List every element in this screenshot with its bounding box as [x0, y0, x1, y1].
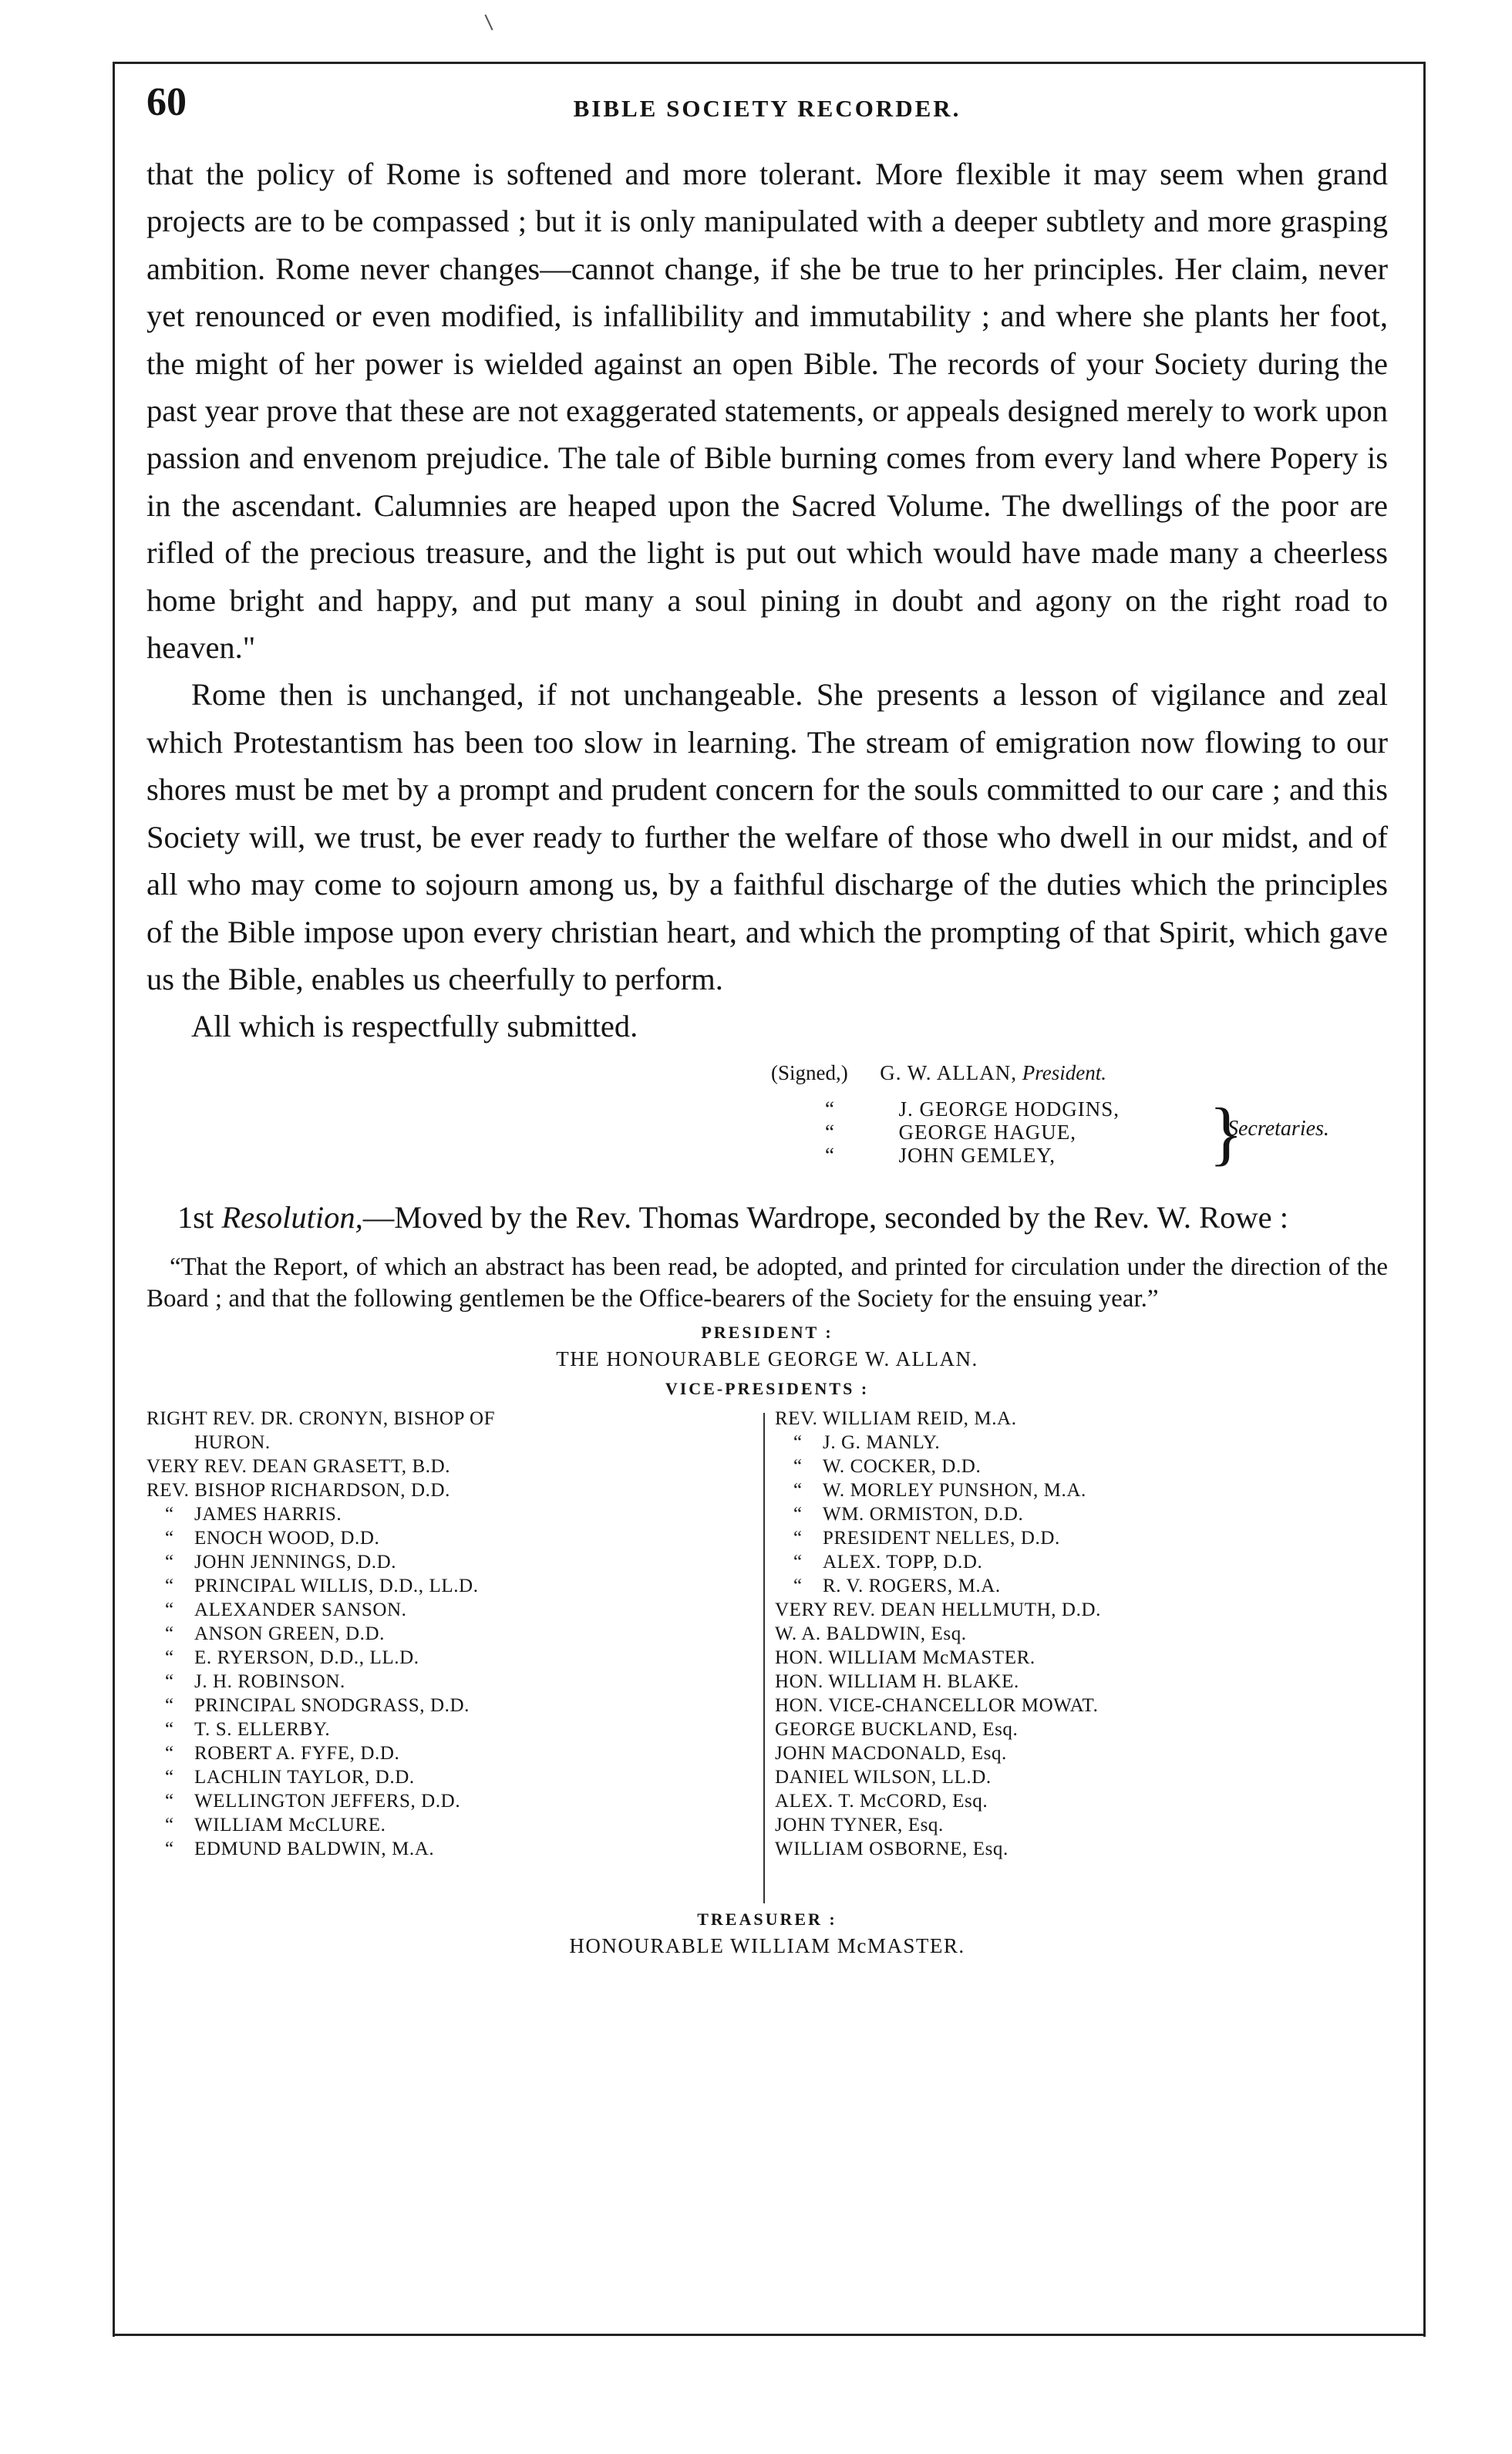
ditto-mark: “ — [165, 1576, 174, 1597]
vice-president-entry — [146, 1431, 756, 1455]
vice-president-name: EDMUND BALDWIN, M.A. — [194, 1839, 435, 1860]
paragraph-1: that the policy of Rome is softened and more tolerant. More flexible it may seem when grand projects are to be compassed ; but it is only manipulated with a deeper subtlety and more grasping ambition. Rome never changes—cannot change, if she be true to her principles. Her claim, never yet renounced or even modified, is infallibility and immutability ; and where she plants her foot, the might of her power is wielded against an open Bible. The records of your Society during the past year prove that these are not exaggerated statements, or appeals designed merely to work upon passion and envenom prejudice. The tale of Bible burning comes from every land where Popery is in the ascendant. Calumnies are heaped upon the Sacred Volume. The dwellings of the poor are rifled of the precious treasure, and the light is put out which would have made many a cheerless home bright and happy, and put many a soul pining in doubt and agony on the right road to heaven." — [146, 157, 1388, 666]
vice-president-entry — [775, 1550, 1376, 1574]
vice-president-name: VERY REV. DEAN HELLMUTH, D.D. — [775, 1599, 1101, 1621]
vice-president-entry — [146, 1741, 756, 1765]
vice-presidents-list — [146, 1407, 1388, 1908]
ditto-mark: “ — [793, 1576, 803, 1597]
vice-president-name: ALEXANDER SANSON. — [194, 1599, 407, 1621]
vice-president-entry — [146, 1407, 756, 1431]
vice-president-name: WELLINGTON JEFFERS, D.D. — [194, 1791, 461, 1812]
vice-president-entry — [775, 1407, 1376, 1431]
ditto-mark: “ — [165, 1528, 174, 1549]
vice-president-entry — [775, 1813, 1376, 1837]
ditto-mark: “ — [165, 1647, 174, 1669]
vice-president-entry — [775, 1670, 1376, 1694]
vice-president-name: WILLIAM McCLURE. — [194, 1815, 386, 1836]
vice-president-name: PRESIDENT NELLES, D.D. — [823, 1528, 1060, 1549]
vice-president-name: W. A. BALDWIN, Esq. — [775, 1623, 967, 1645]
resolution-italic: Resolution, — [221, 1199, 363, 1235]
vice-president-entry — [775, 1694, 1376, 1717]
president-signature: G. W. ALLAN, — [880, 1060, 1017, 1084]
vice-president-name: RIGHT REV. DR. CRONYN, BISHOP OF — [146, 1408, 496, 1430]
ditto-mark: “ — [793, 1528, 803, 1549]
vice-president-entry — [146, 1478, 756, 1502]
vice-president-name: R. V. ROGERS, M.A. — [823, 1576, 1001, 1597]
page-number: 60 — [146, 80, 187, 124]
vice-president-entry — [146, 1694, 756, 1717]
vice-president-entry — [775, 1455, 1376, 1478]
vice-president-entry — [146, 1526, 756, 1550]
signature-block — [146, 1055, 1388, 1194]
vice-president-name: J. H. ROBINSON. — [194, 1671, 345, 1693]
ditto-mark: “ — [825, 1143, 834, 1167]
vice-president-name: PRINCIPAL WILLIS, D.D., LL.D. — [194, 1576, 479, 1597]
secretaries-title: Secretaries. — [1227, 1116, 1329, 1141]
vice-president-entry — [775, 1574, 1376, 1598]
treasurer-name: HONOURABLE WILLIAM McMASTER. — [569, 1934, 965, 1958]
vice-president-entry — [146, 1502, 756, 1526]
resolution-quote: “That the Report, of which an abstract has been read, be adopted, and printed for circulation under the direction of the Board ; and that the following gentlemen be the Office-bearers of the Society for the ensuing year.” — [146, 1253, 1388, 1313]
vice-president-name: T. S. ELLERBY. — [194, 1719, 331, 1741]
vice-presidents-left-column — [146, 1407, 756, 1861]
vice-president-entry — [146, 1622, 756, 1646]
vice-president-entry — [775, 1789, 1376, 1813]
secretary-1: J. GEORGE HODGINS, — [898, 1097, 1120, 1121]
paragraph-3: All which is respectfully submitted. — [191, 1009, 638, 1044]
vice-president-entry — [775, 1526, 1376, 1550]
vice-president-name: ANSON GREEN, D.D. — [194, 1623, 386, 1645]
vice-president-name: JOHN TYNER, Esq. — [775, 1815, 944, 1836]
ditto-mark: “ — [793, 1480, 803, 1502]
ditto-mark: “ — [793, 1456, 803, 1478]
vice-president-entry — [146, 1550, 756, 1574]
vice-president-entry — [146, 1813, 756, 1837]
page-content — [146, 73, 1388, 1958]
vice-president-name: J. G. MANLY. — [823, 1432, 941, 1454]
vice-president-entry — [146, 1455, 756, 1478]
ditto-mark: “ — [165, 1695, 174, 1717]
ditto-mark: “ — [165, 1815, 174, 1836]
vice-president-entry — [775, 1502, 1376, 1526]
vice-president-entry — [146, 1837, 756, 1861]
vice-president-entry — [775, 1717, 1376, 1741]
page-border-top — [113, 62, 1426, 64]
ditto-mark: “ — [165, 1671, 174, 1693]
resolution-text: —Moved by the Rev. Thomas Wardrope, seconded by the Rev. W. Rowe : — [362, 1199, 1289, 1235]
vice-president-name: ENOCH WOOD, D.D. — [194, 1528, 380, 1549]
vice-president-entry — [146, 1670, 756, 1694]
ditto-mark: “ — [793, 1432, 803, 1454]
vice-president-name: ALEX. TOPP, D.D. — [823, 1552, 983, 1573]
vice-president-name: ALEX. T. McCORD, Esq. — [775, 1791, 988, 1812]
vice-president-entry — [775, 1598, 1376, 1622]
vice-president-entry — [146, 1789, 756, 1813]
vice-president-entry — [775, 1741, 1376, 1765]
vice-president-entry — [146, 1598, 756, 1622]
vice-president-name: JOHN MACDONALD, Esq. — [775, 1743, 1007, 1765]
president-name: THE HONOURABLE GEORGE W. ALLAN. — [556, 1347, 978, 1371]
vice-president-entry — [775, 1646, 1376, 1670]
vice-president-entry — [146, 1765, 756, 1789]
ditto-mark: “ — [793, 1504, 803, 1525]
brace-icon: } — [1209, 1093, 1244, 1172]
vice-president-name: WILLIAM OSBORNE, Esq. — [775, 1839, 1009, 1860]
resolution — [146, 1194, 1388, 1241]
vice-president-name: HURON. — [194, 1432, 271, 1454]
ditto-mark: “ — [165, 1767, 174, 1788]
vice-president-name: REV. WILLIAM REID, M.A. — [775, 1408, 1017, 1430]
vice-president-entry — [146, 1574, 756, 1598]
ditto-mark: “ — [793, 1552, 803, 1573]
vice-president-entry — [146, 1717, 756, 1741]
ditto-mark: “ — [165, 1599, 174, 1621]
ditto-mark: “ — [825, 1097, 834, 1121]
vice-president-name: W. COCKER, D.D. — [823, 1456, 982, 1478]
secretary-2: GEORGE HAGUE, — [898, 1120, 1076, 1144]
running-head: BIBLE SOCIETY RECORDER. — [573, 95, 961, 122]
top-mark — [484, 15, 493, 31]
ditto-mark: “ — [165, 1791, 174, 1812]
vice-president-name: HON. VICE-CHANCELLOR MOWAT. — [775, 1695, 1099, 1717]
vice-president-name: HON. WILLIAM H. BLAKE. — [775, 1671, 1019, 1693]
ditto-mark: “ — [165, 1719, 174, 1741]
ditto-mark: “ — [165, 1839, 174, 1860]
president-title: President. — [1022, 1060, 1106, 1084]
ditto-mark: “ — [165, 1623, 174, 1645]
vice-president-entry — [775, 1765, 1376, 1789]
signed-label: (Signed,) — [771, 1060, 848, 1084]
vice-presidents-right-column — [775, 1407, 1376, 1861]
vice-president-name: WM. ORMISTON, D.D. — [823, 1504, 1024, 1525]
vice-president-entry — [146, 1646, 756, 1670]
ditto-mark: “ — [165, 1743, 174, 1765]
president-heading: PRESIDENT : — [701, 1323, 833, 1343]
vice-president-name: LACHLIN TAYLOR, D.D. — [194, 1767, 415, 1788]
vice-president-entry — [775, 1478, 1376, 1502]
vice-president-entry — [775, 1837, 1376, 1861]
vice-presidents-heading: VICE-PRESIDENTS : — [665, 1379, 870, 1399]
vice-president-entry — [775, 1431, 1376, 1455]
ditto-mark: “ — [165, 1552, 174, 1573]
vice-president-name: ROBERT A. FYFE, D.D. — [194, 1743, 400, 1765]
secretary-3: JOHN GEMLEY, — [898, 1143, 1056, 1167]
vice-president-name: JAMES HARRIS. — [194, 1504, 342, 1525]
ditto-mark: “ — [825, 1120, 834, 1144]
page-header — [146, 73, 1388, 150]
report-body — [146, 150, 1388, 1050]
column-divider — [763, 1413, 765, 1903]
vice-president-name: GEORGE BUCKLAND, Esq. — [775, 1719, 1019, 1741]
vice-president-name: DANIEL WILSON, LL.D. — [775, 1767, 992, 1788]
vice-president-name: JOHN JENNINGS, D.D. — [194, 1552, 397, 1573]
vice-president-entry — [775, 1622, 1376, 1646]
page-border-left — [113, 62, 115, 2337]
page-border-right — [1423, 62, 1426, 2337]
vice-president-name: W. MORLEY PUNSHON, M.A. — [823, 1480, 1086, 1502]
treasurer-heading: TREASURER : — [697, 1910, 837, 1930]
vice-president-name: E. RYERSON, D.D., LL.D. — [194, 1647, 419, 1669]
vice-president-name: PRINCIPAL SNODGRASS, D.D. — [194, 1695, 470, 1717]
vice-president-name: HON. WILLIAM McMASTER. — [775, 1647, 1036, 1669]
page-border-bottom — [113, 2334, 1426, 2336]
vice-president-name: REV. BISHOP RICHARDSON, D.D. — [146, 1480, 450, 1502]
ditto-mark: “ — [165, 1504, 174, 1525]
vice-president-name: VERY REV. DEAN GRASETT, B.D. — [146, 1456, 451, 1478]
resolution-lead: 1st — [177, 1199, 222, 1235]
paragraph-2: Rome then is unchanged, if not unchangeable. She presents a lesson of vigilance and zeal which Protestantism has been too slow in learning. The stream of emigration now flowing to our shores must be met by a prompt and prudent concern for the souls committed to our care ; and this Society will, we trust, be ever ready to further the welfare of those who dwell in our midst, and of all who may come to sojourn among us, by a faithful discharge of the duties which the principles of the Bible impose upon every christian heart, and which the prompting of that Spirit, which gave us the Bible, enables us cheerfully to perform. — [146, 677, 1388, 996]
